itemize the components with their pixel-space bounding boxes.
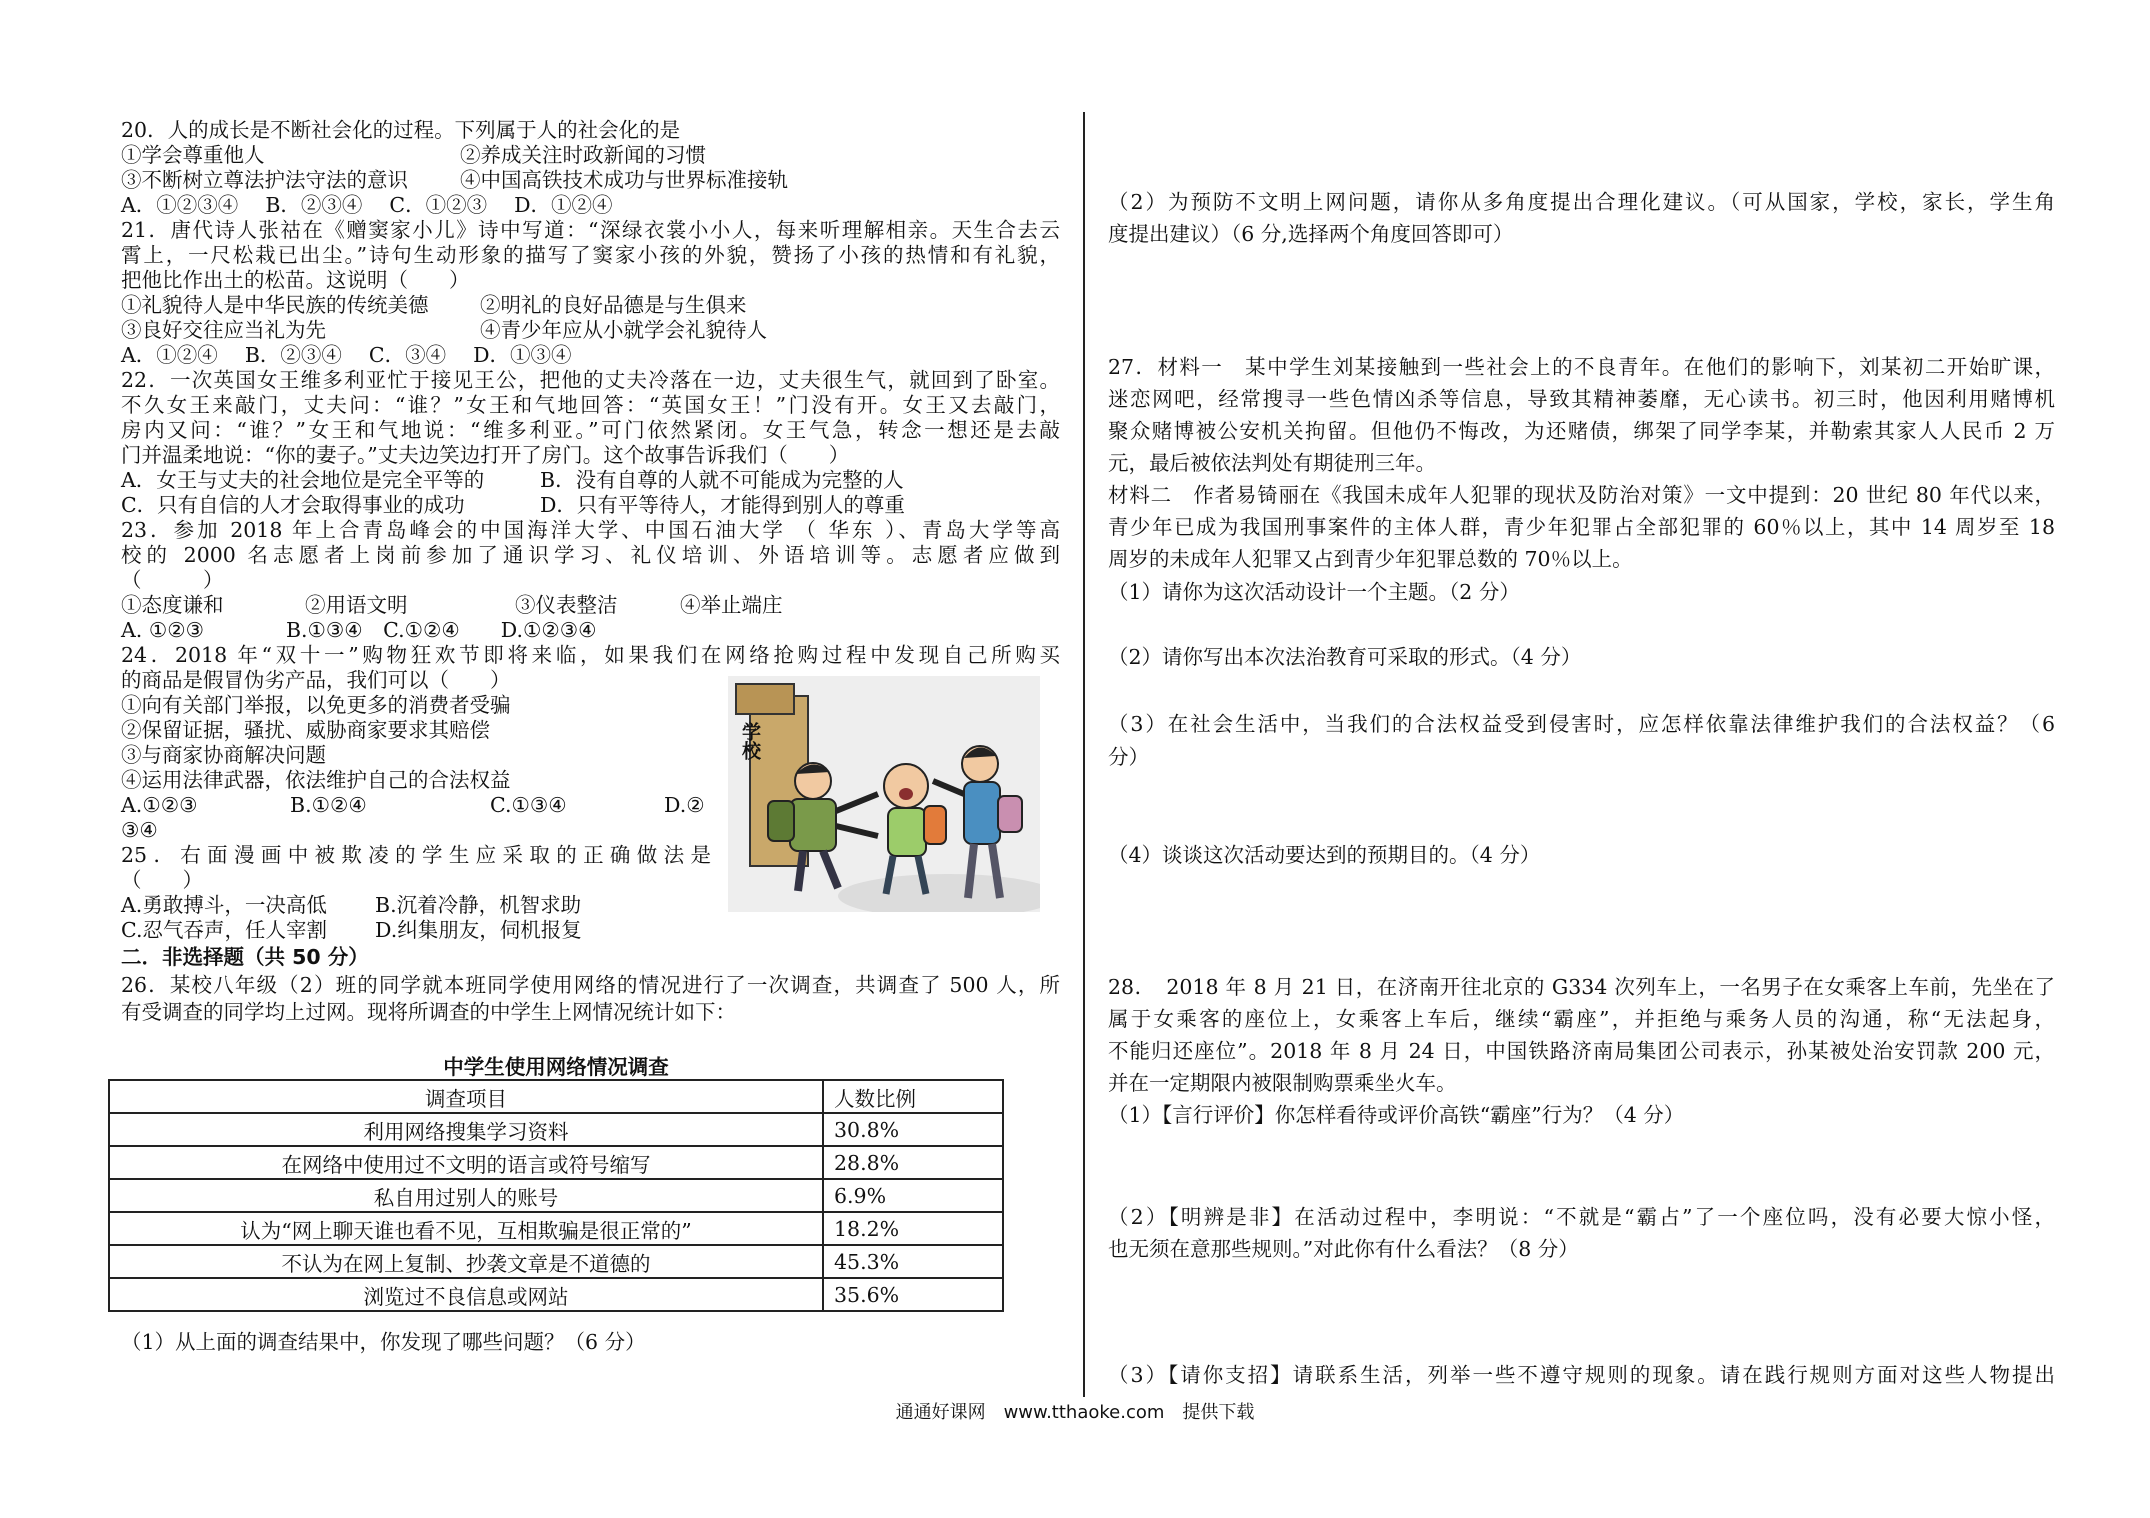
q24-option-1: ①向有关部门举报，以免更多的消费者受骗 — [121, 693, 511, 717]
q22-stem-line2: 不久女王来敲门，丈夫问：“谁？”女王和气地回答：“英国女王！”门没有开。女王又去敲门， — [121, 393, 1060, 417]
header-item: 调查项目 — [109, 1080, 823, 1113]
row-item: 不认为在网上复制、抄袭文章是不道德的 — [109, 1245, 823, 1278]
q27-sub1: （1）请你为这次活动设计一个主题。（2 分） — [1108, 580, 1520, 604]
row-percentage: 6.9% — [823, 1179, 1003, 1212]
q23-option-1: ①态度谦和 — [121, 593, 224, 617]
q25-option-c: C.忍气吞声，任人宰割 — [121, 918, 327, 942]
q20-stem: 20．人的成长是不断社会化的过程。下列属于人的社会化的是 — [121, 118, 681, 142]
table-row — [109, 1245, 1003, 1278]
q25-option-a: A.勇敢搏斗，一决高低 — [121, 893, 327, 917]
q23-option-4: ④举止端庄 — [680, 593, 783, 617]
q20-option-2: ②养成关注时政新闻的习惯 — [460, 143, 706, 167]
q21-stem-line1: 21．唐代诗人张祜在《赠窦家小儿》诗中写道：“深绿衣裳小小人，每来听理解相亲。天生合去云 — [121, 218, 1060, 242]
q27-material1-line1: 27．材料一 某中学生刘某接触到一些社会上的不良青年。在他们的影响下，刘某初二开始旷课， — [1108, 355, 2055, 379]
q27-sub4: （4）谈谈这次活动要达到的预期目的。（4 分） — [1108, 843, 1541, 867]
table-row — [109, 1113, 1003, 1146]
column-divider — [1083, 112, 1085, 1397]
q24-option-2: ②保留证据，骚扰、威胁商家要求其赔偿 — [121, 718, 490, 742]
q20-choices: A．①②③④ B．②③④ C．①②③ D．①②④ — [121, 193, 613, 217]
q22-stem-line4: 门并温柔地说：“你的妻子。”丈夫边笑边打开了房门。这个故事告诉我们（ ） — [121, 443, 850, 467]
q28-sub2-line2: 也无须在意那些规则。”对此你有什么看法？（8 分） — [1108, 1237, 1579, 1261]
q28-sub1: （1）【言行评价】你怎样看待或评价高铁“霸座”行为？（4 分） — [1108, 1103, 1685, 1127]
q23-stem-line1: 23．参加 2018 年上合青岛峰会的中国海洋大学、中国石油大学 （ 华东 ）、青岛大学等高 — [121, 518, 1060, 542]
q26-sub1: （1）从上面的调查结果中，你发现了哪些问题？（6 分） — [121, 1330, 646, 1354]
q27-material2-line3: 周岁的未成年人犯罪又占到青少年犯罪总数的 70％以上。 — [1108, 547, 1633, 571]
q22-option-c: C．只有自信的人才会取得事业的成功 — [121, 493, 465, 517]
q20-option-4: ④中国高铁技术成功与世界标准接轨 — [460, 168, 788, 192]
cartoon-school-sign: 学校 — [739, 722, 761, 760]
row-percentage: 28.8% — [823, 1146, 1003, 1179]
q21-stem-line3: 把他比作出土的松苗。这说明（ ） — [121, 268, 470, 292]
q27-sub3-line1: （3）在社会生活中，当我们的合法权益受到侵害时，应怎样依靠法律维护我们的合法权益？（6 — [1108, 712, 2055, 736]
q25-option-d: D.纠集朋友，伺机报复 — [375, 918, 582, 942]
q26-sub2-line2: 度提出建议）（6 分,选择两个角度回答即可） — [1108, 222, 1514, 246]
row-item: 浏览过不良信息或网站 — [109, 1278, 823, 1311]
q24-option-4: ④运用法律武器，依法维护自己的合法权益 — [121, 768, 511, 792]
q27-sub3-line2: 分） — [1108, 745, 1149, 769]
row-item: 认为“网上聊天谁也看不见，互相欺骗是很正常的” — [109, 1212, 823, 1245]
q27-material1-line4: 元，最后被依法判处有期徒刑三年。 — [1108, 451, 1436, 475]
q24-stem-line2: 的商品是假冒伪劣产品，我们可以（ ） — [121, 668, 511, 692]
survey-table-title: 中学生使用网络情况调查 — [443, 1055, 669, 1079]
q23-stem-line3: （ ） — [121, 568, 224, 592]
q24-choice-c: C.①③④ — [490, 793, 567, 817]
q22-stem-line1: 22．一次英国女王维多利亚忙于接见王公，把他的丈夫冷落在一边，丈夫很生气，就回到了卧室。 — [121, 368, 1060, 392]
q24-choice-b: B.①②④ — [290, 793, 367, 817]
row-item: 利用网络搜集学习资料 — [109, 1113, 823, 1146]
q21-option-3: ③良好交往应当礼为先 — [121, 318, 326, 342]
row-percentage: 45.3% — [823, 1245, 1003, 1278]
q21-option-1: ①礼貌待人是中华民族的传统美德 — [121, 293, 429, 317]
q20-option-3: ③不断树立尊法护法守法的意识 — [121, 168, 408, 192]
q27-material1-line3: 聚众赌博被公安机关拘留。但他仍不悔改，为还赌债，绑架了同学李某，并勒索其家人人民币 2 万 — [1108, 419, 2055, 443]
q24-stem-line1: 24．2018 年“双十一”购物狂欢节即将来临，如果我们在网络抢购过程中发现自己所购买 — [121, 643, 1060, 667]
table-row — [109, 1179, 1003, 1212]
q25-option-b: B.沉着冷静，机智求助 — [375, 893, 582, 917]
q24-choice-a: A.①②③ — [121, 793, 198, 817]
table-row — [109, 1212, 1003, 1245]
survey-table-header — [109, 1080, 1003, 1113]
q26-stem-line2: 有受调查的同学均上过网。现将所调查的中学生上网情况统计如下： — [121, 1000, 736, 1024]
q28-stem-line4: 并在一定期限内被限制购票乘坐火车。 — [1108, 1071, 1457, 1095]
q25-stem-line1: 25．右面漫画中被欺凌的学生应采取的正确做法是 — [121, 843, 711, 867]
survey-table — [108, 1079, 1004, 1312]
bullying-cartoon — [728, 676, 1040, 912]
row-item: 在网络中使用过不文明的语言或符号缩写 — [109, 1146, 823, 1179]
row-item: 私自用过别人的账号 — [109, 1179, 823, 1212]
q26-sub2-line1: （2）为预防不文明上网问题，请你从多角度提出合理化建议。（可从国家，学校，家长，学生角 — [1108, 190, 2055, 214]
q28-stem-line3: 不能归还座位”。2018 年 8 月 24 日，中国铁路济南局集团公司表示，孙某被处治安罚款 200 元， — [1108, 1039, 2055, 1063]
q21-option-4: ④青少年应从小就学会礼貌待人 — [480, 318, 767, 342]
q24-choice-d-cont: ③④ — [121, 818, 158, 842]
q28-stem-line1: 28． 2018 年 8 月 21 日，在济南开往北京的 G334 次列车上，一名男子在女乘客上车前，先坐在了 — [1108, 975, 2055, 999]
q25-stem-line2: （ ） — [121, 868, 203, 892]
q27-material1-line2: 迷恋网吧，经常搜寻一些色情凶杀等信息，导致其精神萎靡，无心读书。初三时，他因利用赌博机 — [1108, 387, 2055, 411]
q28-stem-line2: 属于女乘客的座位上，女乘客上车后，继续“霸座”，并拒绝与乘务人员的沟通，称“无法起身， — [1108, 1007, 2055, 1031]
q24-choice-d: D.② — [664, 793, 705, 817]
section-2-title: 二．非选择题（共 50 分） — [121, 945, 369, 969]
q21-choices: A．①②④ B．②③④ C．③④ D．①③④ — [121, 343, 572, 367]
table-row — [109, 1146, 1003, 1179]
row-percentage: 35.6% — [823, 1278, 1003, 1311]
row-percentage: 18.2% — [823, 1212, 1003, 1245]
q23-stem-line2: 校的 2000 名志愿者上岗前参加了通识学习、礼仪培训、外语培训等。志愿者应做到 — [121, 543, 1060, 567]
q26-stem-line1: 26．某校八年级（2）班的同学就本班同学使用网络的情况进行了一次调查，共调查了 500 人，所 — [121, 973, 1060, 997]
q20-option-1: ①学会尊重他人 — [121, 143, 265, 167]
q27-material2-line1: 材料二 作者易锜丽在《我国未成年人犯罪的现状及防治对策》一文中提到：20 世纪 80 年代以来， — [1108, 483, 2055, 507]
q22-option-a: A．女王与丈夫的社会地位是完全平等的 — [121, 468, 485, 492]
q23-choices: A. ①②③ B.①③④ C.①②④ D.①②③④ — [121, 618, 597, 642]
q27-material2-line2: 青少年已成为我国刑事案件的主体人群，青少年犯罪占全部犯罪的 60％以上，其中 14 周岁至 18 — [1108, 515, 2055, 539]
q22-stem-line3: 房内又问：“谁？”女王和气地说：“维多利亚。”可门依然紧闭。女王气急，转念一想还是去敲 — [121, 418, 1060, 442]
q22-option-d: D．只有平等待人，才能得到别人的尊重 — [540, 493, 905, 517]
page-footer: 通通好课网 www.tthaoke.com 提供下载 — [895, 1402, 1255, 1423]
q21-option-2: ②明礼的良好品德是与生俱来 — [480, 293, 747, 317]
q21-stem-line2: 霄上，一尺松栽已出尘。”诗句生动形象的描写了窦家小孩的外貌，赞扬了小孩的热情和有礼貌， — [121, 243, 1060, 267]
table-row — [109, 1278, 1003, 1311]
header-percentage: 人数比例 — [823, 1080, 1003, 1113]
q28-sub2-line1: （2）【明辨是非】在活动过程中，李明说：“不就是“霸占”了一个座位吗，没有必要大惊小怪， — [1108, 1205, 2055, 1229]
q23-option-3: ③仪表整洁 — [515, 593, 618, 617]
q27-sub2: （2）请你写出本次法治教育可采取的形式。（4 分） — [1108, 645, 1582, 669]
q23-option-2: ②用语文明 — [305, 593, 408, 617]
q24-option-3: ③与商家协商解决问题 — [121, 743, 326, 767]
row-percentage: 30.8% — [823, 1113, 1003, 1146]
q28-sub3: （3）【请你支招】请联系生活，列举一些不遵守规则的现象。请在践行规则方面对这些人物提出 — [1108, 1363, 2055, 1387]
q22-option-b: B．没有自尊的人就不可能成为完整的人 — [540, 468, 904, 492]
